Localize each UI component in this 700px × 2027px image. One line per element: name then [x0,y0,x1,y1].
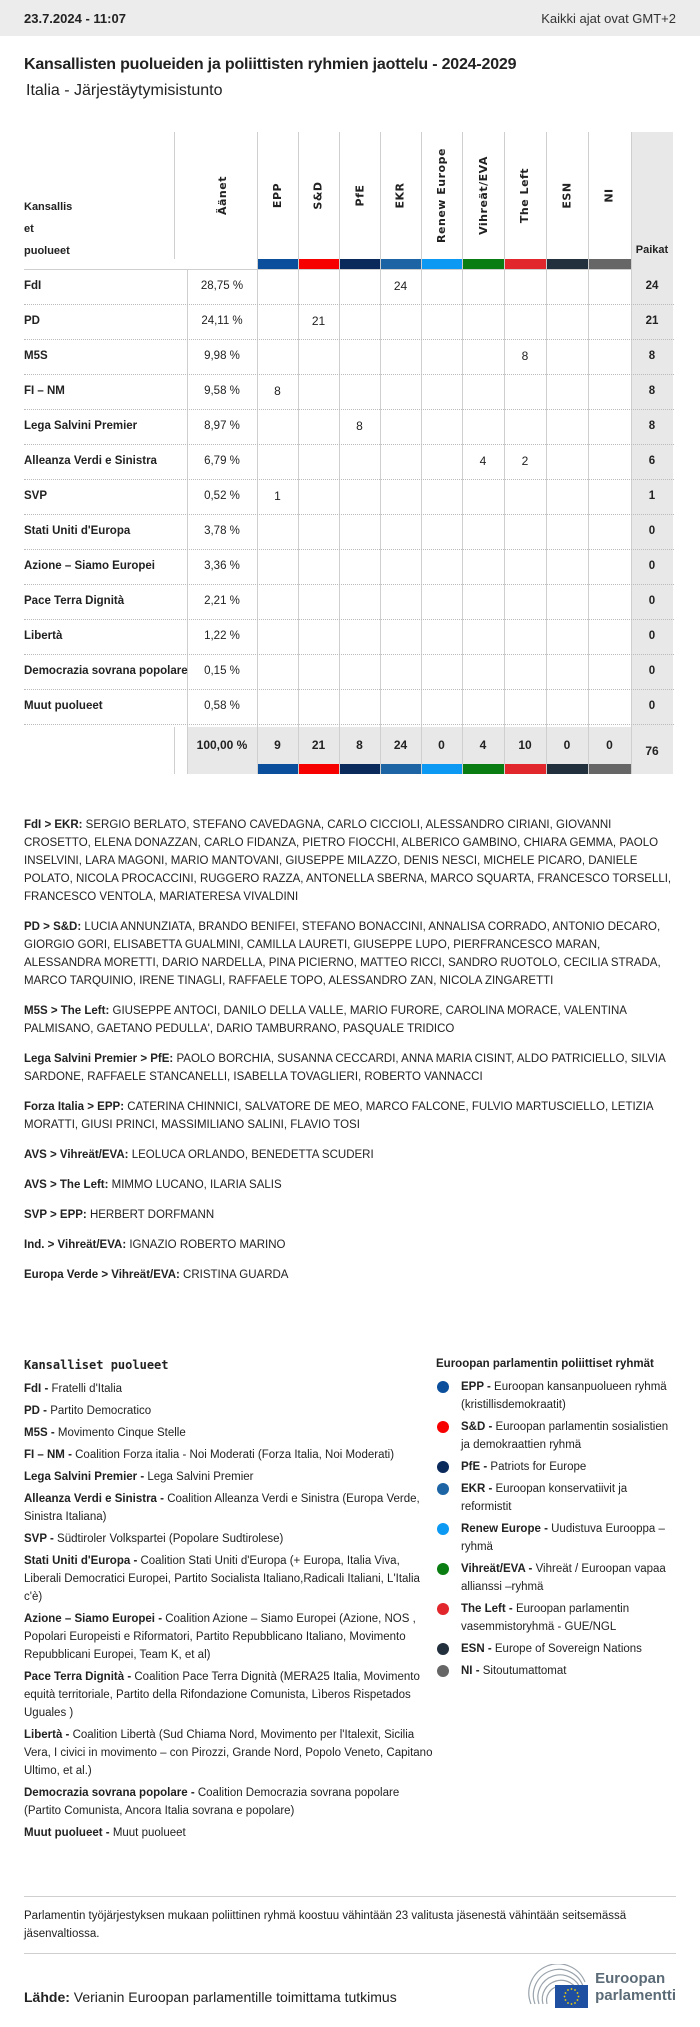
group-column-header: NI [603,188,616,203]
group-color-dot-icon [437,1603,449,1615]
group-column-header: The Left [518,167,532,224]
group-color-bar [299,764,339,774]
political-group-legend-item: EPP - Euroopan kansanpuolueen ryhmä (kristillisdemokraatit) [436,1378,674,1414]
total-seats: 1 [648,490,656,502]
affiliation-label: Forza Italia > EPP [24,1101,121,1113]
affiliation-label: Europa Verde > Vihreät/EVA [24,1269,177,1281]
group-color-bar [589,259,631,269]
political-group-legend-item: ESN - Europe of Sovereign Nations [436,1640,674,1658]
total-seats: 21 [645,315,659,327]
member-group-entry: Europa Verde > Vihreät/EVA: CRISTINA GUARDA [24,1269,289,1281]
political-groups-legend [436,1358,674,1846]
affiliation-label: Lega Salvini Premier > PfE [24,1053,170,1065]
logo-text: Euroopan parlamentti [595,1970,676,2004]
member-names: MIMMO LUCANO, ILARIA SALIS [111,1179,282,1191]
party-name: Stati Uniti d'Europa [24,525,131,537]
national-party-legend-item: Alleanza Verdi e Sinistra - Coalition Alleanza Verdi e Sinistra (Europa Verde, Sinistra Italiana) [24,1493,420,1523]
group-color-bar [299,259,339,269]
footnote: Parlamentin työjärjestyksen mukaan poliittinen ryhmä koostuu vähintään 23 valitusta jäsenestä vähintään seitsemässä jäsenvaltiossa. [24,1896,676,1954]
seat-cell: 4 [479,454,487,468]
group-column-header: Vihreät/EVA [476,156,490,235]
group-column-header: PfE [353,184,366,207]
table-row [24,584,674,619]
party-name: SVP [24,490,48,502]
member-names: LEOLUCA ORLANDO, BENEDETTA SCUDERI [131,1149,374,1161]
group-color-bar [381,764,421,774]
timezone-note: Kaikki ajat ovat GMT+2 [541,10,676,26]
member-group-entry: SVP > EPP: HERBERT DORFMANN [24,1209,215,1221]
group-color-dot-icon [437,1643,449,1655]
member-group-entry: M5S > The Left: GIUSEPPE ANTOCI, DANILO DELLA VALLE, MARIO FURORE, CAROLINA MORACE, VALENTINA PALMISANO, GAETANO PEDULLA', DARIO TAMBURRANO, PASQUALE TRIDICO [24,1005,627,1035]
total-seats: 8 [648,420,656,432]
seat-cell: 1 [274,489,281,503]
affiliation-label: SVP > EPP [24,1209,83,1221]
seat-cell: 21 [311,314,326,328]
group-total: 0 [563,738,571,752]
source-label: Lähde: [24,1989,70,2005]
party-name: FI – NM [24,385,65,397]
group-color-bar [463,764,504,774]
vote-share: 2,21 % [204,595,240,607]
national-party-legend-item: M5S - Movimento Cinque Stelle [24,1427,186,1439]
group-total: 8 [356,738,363,752]
results-table [24,132,674,774]
group-color-bar [340,259,380,269]
seat-cell: 2 [521,454,529,468]
total-seats: 0 [648,630,656,642]
member-group-entry: Forza Italia > EPP: CATERINA CHINNICI, SALVATORE DE MEO, MARCO FALCONE, FULVIO MARTUSCIELLO, LETIZIA MORATTI, GIUSI PRINCI, MASSIMILIANO SALINI, FLAVIO TOSI [24,1101,653,1131]
group-color-bar [505,259,546,269]
national-party-legend-item: Azione – Siamo Europei - Coalition Azione – Siamo Europei (Azione, NOS , Popolari Europeisti e Riformatori, Partito Repubblicano Italiano, Movimento Repubblicani Europei, Team K, et al) [24,1613,416,1661]
political-group-legend-item: Vihreät/EVA - Vihreät / Euroopan vapaa allianssi –ryhmä [436,1560,674,1596]
party-name: Alleanza Verdi e Sinistra [24,455,157,467]
row-divider [24,724,674,725]
member-names: CATERINA CHINNICI, SALVATORE DE MEO, MARCO FALCONE, FULVIO MARTUSCIELLO, LETIZIA MORATTI, GIUSI PRINCI, MASSIMILIANO SALINI, FLAVIO TOSI [24,1101,653,1131]
member-names: LUCIA ANNUNZIATA, BRANDO BENIFEI, STEFANO BONACCINI, ANNALISA CORRADO, ANTONIO DECARO, GIORGIO GORI, ELISABETTA GUALMINI, CAMILLA LAURETI, GIUSEPPE LUPO, PIERFRANCESCO MARAN, ALESSANDRA MORETTI, DARIO NARDELLA, PINA PICIERNO, MATTEO RICCI, SANDRO RUOTOLO, CECILIA STRADA, MARCO TARQUINIO, IRENE TINAGLI, RAFFAELE TOPO, ALESSANDRO ZAN, NICOLA ZINGARETTI [24,921,661,987]
seat-cell: 8 [356,419,363,433]
vote-share: 28,75 % [200,280,244,292]
vote-share: 24,11 % [201,315,243,327]
political-group-legend-item: EKR - Euroopan konservatiivit ja reformistit [436,1480,674,1516]
group-color-bar [505,764,546,774]
table-row [24,479,674,514]
member-names: SERGIO BERLATO, STEFANO CAVEDAGNA, CARLO CICCIOLI, ALESSANDRO CIRIANI, GIOVANNI CROSETTO, ELENA DONAZZAN, CARLO FIDANZA, PIETRO FIOCCHI, ALBERICO GAMBINO, CHIARA GEMMA, PAOLO INSELVINI, LARA MAGONI, MARIO MANTOVANI, GIUSEPPE MILAZZO, DENIS NESCI, MICHELE PICARO, DANIELE POLATO, NICOLA PROCACCINI, RUGGERO RAZZA, ANTONELLA SBERNA, MARCO SQUARTA, FRANCESCO TORSELLI, FRANCESCO VENTOLA, MARIATERESA VIVALDINI [24,819,672,903]
total-seats: 0 [648,560,656,572]
vote-share: 3,36 % [204,560,240,572]
group-column-header: Renew Europe [435,148,449,243]
party-name: Pace Terra Dignità [24,595,125,607]
parliament-hemicycle-icon [525,1964,591,2010]
member-names: GIUSEPPE ANTOCI, DANILO DELLA VALLE, MARIO FURORE, CAROLINA MORACE, VALENTINA PALMISANO, GAETANO PEDULLA', DARIO TAMBURRANO, PASQUALE TRIDICO [24,1005,627,1035]
party-name: Azione – Siamo Europei [24,560,155,572]
table-row [24,619,674,654]
group-color-bar [589,764,631,774]
total-seats: 0 [648,595,656,607]
group-column-header: EPP [270,182,284,209]
affiliation-label: AVS > The Left [24,1179,105,1191]
vote-share: 9,58 % [204,385,240,397]
vote-share: 0,52 % [204,490,240,502]
member-group-entry: AVS > Vihreät/EVA: LEOLUCA ORLANDO, BENEDETTA SCUDERI [24,1149,374,1161]
top-bar [0,0,700,36]
party-name: Democrazia sovrana popolare [24,665,188,677]
affiliation-label: AVS > Vihreät/EVA [24,1149,125,1161]
member-names: PAOLO BORCHIA, SUSANNA CECCARDI, ANNA MARIA CISINT, ALDO PATRICIELLO, SILVIA SARDONE, RAFFAELE STANCANELLI, ISABELLA TOVAGLIERI, ROBERTO VANNACCI [24,1053,666,1083]
group-column-header: ESN [560,182,574,209]
national-parties-legend [24,1358,436,1846]
group-color-bar [547,259,588,269]
group-color-dot-icon [437,1483,449,1495]
column-divider [174,132,175,259]
member-names: HERBERT DORFMANN [89,1209,215,1221]
group-color-bar [463,259,504,269]
affiliation-label: M5S > The Left [24,1005,106,1017]
national-party-legend-item: Democrazia sovrana popolare - Coalition Democrazia sovrana popolare (Partito Comunista, Ancora Italia sovrana e popolare) [24,1787,400,1817]
group-color-bar [422,259,462,269]
group-total: 0 [438,738,445,752]
group-color-bar [258,259,298,269]
group-column-header: S&D [312,181,325,210]
affiliation-label: PD > S&D [24,921,78,933]
political-group-legend-item: PfE - Patriots for Europe [436,1458,674,1476]
page-subtitle: Italia - Järjestäytymisistunto [26,82,223,99]
party-name: Libertà [24,630,63,642]
table-row [24,269,674,304]
group-color-dot-icon [437,1563,449,1575]
political-groups-title: Euroopan parlamentin poliittiset ryhmät [436,1358,654,1370]
seat-cell: 8 [274,384,281,398]
political-group-legend-item: S&D - Euroopan parlamentin sosialistien ja demokraattien ryhmä [436,1418,674,1454]
national-party-legend-item: Pace Terra Dignità - Coalition Pace Terra Dignità (MERA25 Italia, Movimento equità territoriale, Partito della Rifondazione Comunista, Lìberos Rispetados Uguales ) [24,1671,420,1719]
national-party-legend-item: PD - Partito Democratico [24,1405,152,1417]
national-parties-title: Kansalliset puolueet [24,1358,169,1372]
total-seats: 0 [648,700,656,712]
group-color-dot-icon [437,1665,449,1677]
legend [0,1296,700,1846]
party-name: Muut puolueet [24,700,103,712]
member-group-entry: AVS > The Left: MIMMO LUCANO, ILARIA SALIS [24,1179,282,1191]
group-color-dot-icon [437,1421,449,1433]
group-color-bar [381,259,421,269]
group-total: 9 [274,738,281,752]
table-row [24,654,674,689]
party-column-header: Kansallis et puolueet [24,201,73,257]
votes-column-header: Äänet [215,176,229,215]
timestamp: 23.7.2024 - 11:07 [24,10,126,26]
group-total: 10 [518,738,532,752]
source-note [24,1969,397,2005]
political-group-legend-item: NI - Sitoutumattomat [436,1662,674,1680]
national-party-legend-item: Libertà - Coalition Libertà (Sud Chiama Nord, Movimento per l'Italexit, Sicilia Vera, I civici in movimento – con Pirozzi, Grande Nord, Popolo Veneto, Capitano Ultimo, et al.) [24,1729,433,1777]
table-row [24,549,674,584]
source-text: Verianin Euroopan parlamentille toimittama tutkimus [73,1989,397,2005]
footer [0,1954,700,2010]
member-group-entry: Lega Salvini Premier > PfE: PAOLO BORCHIA, SUSANNA CECCARDI, ANNA MARIA CISINT, ALDO PATRICIELLO, SILVIA SARDONE, RAFFAELE STANCANELLI, ISABELLA TOVAGLIERI, ROBERTO VANNACCI [24,1053,666,1083]
member-names: IGNAZIO ROBERTO MARINO [129,1239,286,1251]
vote-share: 6,79 % [204,455,240,467]
total-seats: 6 [648,455,656,467]
total-seats: 8 [648,350,656,362]
group-column-header: EKR [393,182,407,209]
national-party-legend-item: Muut puolueet - Muut puolueet [24,1827,186,1839]
seat-cell: 8 [521,349,529,363]
national-party-legend-item: SVP - Südtiroler Volkspartei (Popolare Sudtirolese) [24,1533,284,1545]
vote-share: 3,78 % [204,525,240,537]
vote-share: 0,58 % [204,700,240,712]
member-group-entry: Ind. > Vihreät/EVA: IGNAZIO ROBERTO MARINO [24,1239,286,1251]
member-names: CRISTINA GUARDA [183,1269,289,1281]
group-total: 21 [311,738,326,752]
member-group-entry: PD > S&D: LUCIA ANNUNZIATA, BRANDO BENIFEI, STEFANO BONACCINI, ANNALISA CORRADO, ANTONIO DECARO, GIORGIO GORI, ELISABETTA GUALMINI, CAMILLA LAURETI, GIUSEPPE LUPO, PIERFRANCESCO MARAN, ALESSANDRA MORETTI, DARIO NARDELLA, PINA PICIERNO, MATTEO RICCI, SANDRO RUOTOLO, CECILIA STRADA, MARCO TARQUINIO, IRENE TINAGLI, RAFFAELE TOPO, ALESSANDRO ZAN, NICOLA ZINGARETTI [24,921,661,987]
table-row [24,304,674,339]
page-title: Kansallisten puolueiden ja poliittisten ryhmien jaottelu - 2024-2029 [24,56,517,73]
vote-share: 0,15 % [204,665,240,677]
group-color-dot-icon [437,1461,449,1473]
table-row [24,689,674,724]
group-color-bar [422,764,462,774]
group-color-dot-icon [437,1523,449,1535]
affiliation-label: Ind. > Vihreät/EVA [24,1239,123,1251]
party-name: M5S [24,350,48,362]
national-party-legend-item: Stati Uniti d'Europa - Coalition Stati Uniti d'Europa (+ Europa, Italia Viva, Liberali Democratici Europei, Partito Socialista Italiano,Radicali Italiani, L'Italia c'è) [24,1555,420,1603]
total-seats: 0 [648,525,656,537]
political-group-legend-item: The Left - Euroopan parlamentin vasemmistoryhmä - GUE/NGL [436,1600,674,1636]
seats-column-header: Paikat [635,244,669,256]
national-party-legend-item: FI – NM - Coalition Forza italia - Noi Moderati (Forza Italia, Noi Moderati) [24,1449,395,1461]
total-seats: 24 [645,280,659,292]
national-party-legend-item: Lega Salvini Premier - Lega Salvini Premier [24,1471,254,1483]
party-name: Lega Salvini Premier [24,420,138,432]
vote-share: 9,98 % [204,350,240,362]
total-seats: 8 [648,385,656,397]
european-parliament-logo [525,1964,676,2010]
seat-cell: 24 [393,279,408,293]
group-color-bar [340,764,380,774]
group-color-dot-icon [437,1381,449,1393]
member-group-entry: FdI > EKR: SERGIO BERLATO, STEFANO CAVEDAGNA, CARLO CICCIOLI, ALESSANDRO CIRIANI, GIOVANNI CROSETTO, ELENA DONAZZAN, CARLO FIDANZA, PIETRO FIOCCHI, ALBERICO GAMBINO, CHIARA GEMMA, PAOLO INSELVINI, LARA MAGONI, MARIO MANTOVANI, GIUSEPPE MILAZZO, DENIS NESCI, MICHELE PICARO, DANIELE POLATO, NICOLA PROCACCINI, RUGGERO RAZZA, ANTONELLA SBERNA, MARCO SQUARTA, FRANCESCO TORSELLI, FRANCESCO VENTOLA, MARIATERESA VIVALDINI [24,819,672,903]
group-color-bar [258,764,298,774]
party-name: PD [24,315,40,327]
political-group-legend-item: Renew Europe - Uudistuva Eurooppa –ryhmä [436,1520,674,1556]
total-votes: 100,00 % [196,738,248,752]
group-total: 24 [393,738,408,752]
affiliation-label: FdI > EKR [24,819,79,831]
vote-share: 1,22 % [204,630,240,642]
group-total: 4 [479,738,487,752]
party-name: FdI [24,280,42,292]
group-color-bar [547,764,588,774]
table-row [24,409,674,444]
vote-share: 8,97 % [204,420,240,432]
table-row [24,514,674,549]
grand-total-seats: 76 [645,744,659,758]
total-seats: 0 [648,665,656,677]
national-party-legend-item: FdI - Fratelli d'Italia [24,1383,123,1395]
table-row [24,444,674,479]
member-list [0,774,700,1284]
group-total: 0 [606,738,613,752]
totals-row [24,727,674,764]
table-row [24,374,674,409]
table-row [24,339,674,374]
